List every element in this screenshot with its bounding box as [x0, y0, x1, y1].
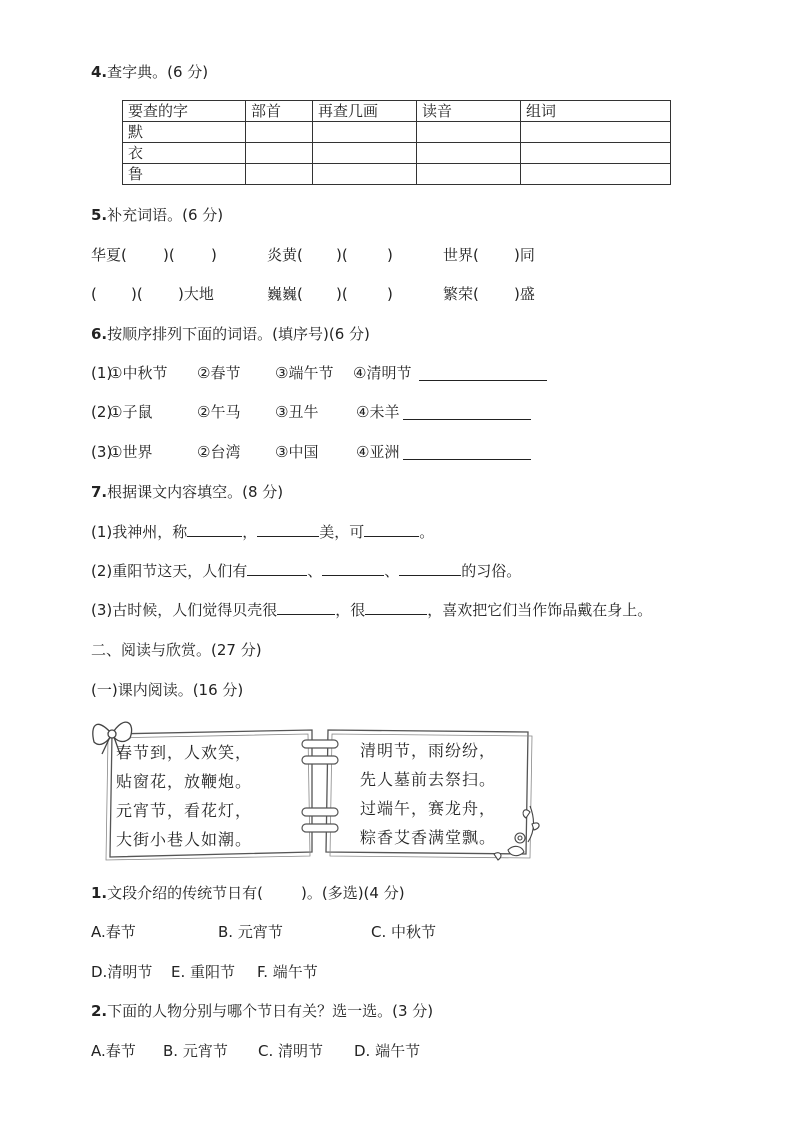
poem-line: 清明节，雨纷纷， — [360, 741, 497, 760]
poem-line: 春节到，人欢笑， — [116, 743, 253, 762]
poem-line: 元宵节，看花灯， — [116, 801, 253, 820]
answer-blank[interactable] — [247, 561, 307, 576]
table-cell-blank[interactable] — [246, 164, 313, 185]
idiom-part: )盛 — [514, 285, 535, 303]
option-d[interactable]: D. 端午节 — [354, 1042, 421, 1060]
word-option: ④清明节 — [353, 364, 412, 382]
sentence-text: 。 — [419, 523, 435, 541]
r2-title: 下面的人物分别与哪个节日有关？选一选。(3 分) — [107, 1002, 434, 1020]
sentence-text: 、 — [307, 562, 323, 580]
table-cell-blank[interactable] — [417, 143, 521, 164]
answer-blank[interactable] — [403, 405, 531, 420]
poem-line: 过端午，赛龙舟， — [360, 799, 497, 818]
option-a[interactable]: A.春节 — [91, 1042, 136, 1060]
sentence-text: ，很 — [335, 601, 366, 619]
table-cell-blank[interactable] — [521, 143, 671, 164]
word-option: ④未羊 — [356, 403, 400, 421]
word-option: ③端午节 — [275, 364, 334, 382]
r1-heading — [91, 883, 405, 903]
sentence-text: ，喜欢把它们当作饰品戴在身上。 — [427, 601, 653, 619]
sentence-text: (3)古时候，人们觉得贝壳很 — [91, 601, 278, 619]
item-prefix: (3) — [91, 443, 113, 461]
idiom-part: 世界( — [443, 246, 479, 264]
q7-title: 根据课文内容填空。(8 分) — [107, 483, 284, 501]
answer-blank[interactable] — [257, 522, 319, 537]
sentence-text: 美，可 — [319, 523, 365, 541]
table-header: 读音 — [417, 101, 521, 122]
table-cell-char: 鲁 — [123, 164, 246, 185]
q7-sentence-1 — [91, 522, 434, 542]
r2-heading — [91, 1001, 433, 1021]
answer-blank[interactable] — [403, 445, 531, 460]
table-header: 再查几画 — [313, 101, 417, 122]
word-option: ④亚洲 — [356, 443, 400, 461]
q7-sentence-2 — [91, 561, 521, 581]
option-d[interactable]: D.清明节 — [91, 963, 153, 981]
word-option: ①世界 — [109, 443, 153, 461]
q6-number: 6. — [91, 325, 108, 343]
q7-heading — [91, 482, 283, 502]
table-row — [123, 122, 671, 143]
idiom-part: ) — [211, 246, 217, 264]
idiom-part: )大地 — [178, 285, 214, 303]
idiom-part: )( — [163, 246, 175, 264]
table-cell-blank[interactable] — [417, 122, 521, 143]
poem-line: 先人墓前去祭扫。 — [360, 770, 497, 789]
idiom-part: ) — [387, 246, 393, 264]
sentence-text: 、 — [384, 562, 400, 580]
answer-blank[interactable] — [364, 522, 419, 537]
idiom-part: )同 — [514, 246, 535, 264]
word-option: ③中国 — [275, 443, 319, 461]
r1-title-b: )。(多选)(4 分) — [301, 884, 405, 902]
table-row — [123, 164, 671, 185]
table-row — [123, 143, 671, 164]
idiom-part: 华夏( — [91, 246, 127, 264]
table-header-row — [123, 101, 671, 122]
q4-heading — [91, 62, 208, 82]
poem-line: 大街小巷人如潮。 — [116, 830, 253, 849]
r1-title-a: 文段介绍的传统节日有( — [107, 884, 263, 902]
word-option: ①中秋节 — [109, 364, 168, 382]
answer-blank[interactable] — [419, 366, 547, 381]
sentence-text: (1)我神州，称 — [91, 523, 188, 541]
table-cell-blank[interactable] — [521, 122, 671, 143]
table-header: 部首 — [246, 101, 313, 122]
option-b[interactable]: B. 元宵节 — [218, 923, 283, 941]
sentence-text: ， — [242, 523, 258, 541]
idiom-part: 炎黄( — [267, 246, 303, 264]
q6-heading — [91, 324, 370, 344]
table-header: 组词 — [521, 101, 671, 122]
poem-left — [116, 738, 252, 854]
q7-sentence-3 — [91, 600, 652, 620]
sentence-text: (2)重阳节这天，人们有 — [91, 562, 248, 580]
section-2-subtitle: (一)课内阅读。(16 分) — [91, 681, 244, 699]
dictionary-table — [122, 100, 671, 185]
word-option: ②春节 — [197, 364, 241, 382]
idiom-part: 巍巍( — [267, 285, 303, 303]
item-prefix: (1) — [91, 364, 113, 382]
table-cell-blank[interactable] — [313, 164, 417, 185]
option-a[interactable]: A.春节 — [91, 923, 136, 941]
q4-title: 查字典。(6 分) — [107, 63, 209, 81]
table-cell-blank[interactable] — [313, 122, 417, 143]
q5-title: 补充词语。(6 分) — [107, 206, 224, 224]
idiom-part: ( — [91, 285, 97, 303]
idiom-part: ) — [387, 285, 393, 303]
q7-number: 7. — [91, 483, 108, 501]
idiom-part: )( — [336, 285, 348, 303]
idiom-part: )( — [336, 246, 348, 264]
table-header: 要查的字 — [123, 101, 246, 122]
poem-right — [360, 736, 496, 852]
table-cell-blank[interactable] — [246, 122, 313, 143]
table-cell-blank[interactable] — [313, 143, 417, 164]
answer-blank[interactable] — [187, 522, 242, 537]
answer-blank[interactable] — [399, 561, 461, 576]
table-cell-blank[interactable] — [246, 143, 313, 164]
word-option: ①子鼠 — [109, 403, 153, 421]
answer-blank[interactable] — [322, 561, 384, 576]
poem-line: 贴窗花，放鞭炮。 — [116, 772, 253, 791]
section-2-title: 二、阅读与欣赏。(27 分) — [91, 641, 262, 659]
answer-blank[interactable] — [277, 600, 335, 615]
option-b[interactable]: B. 元宵节 — [163, 1042, 228, 1060]
table-cell-blank[interactable] — [521, 164, 671, 185]
sentence-text: 的习俗。 — [461, 562, 522, 580]
option-e[interactable]: E. 重阳节 — [171, 963, 236, 981]
option-c[interactable]: C. 中秋节 — [371, 923, 437, 941]
q6-title: 按顺序排列下面的词语。(填序号)(6 分) — [107, 325, 370, 343]
q4-number: 4. — [91, 63, 108, 81]
r1-number: 1. — [91, 884, 108, 902]
word-option: ②台湾 — [197, 443, 241, 461]
table-cell-blank[interactable] — [417, 164, 521, 185]
answer-blank[interactable] — [365, 600, 427, 615]
q5-number: 5. — [91, 206, 108, 224]
table-cell-char: 默 — [123, 122, 246, 143]
item-prefix: (2) — [91, 403, 113, 421]
word-option: ②午马 — [197, 403, 241, 421]
word-option: ③丑牛 — [275, 403, 319, 421]
r2-number: 2. — [91, 1002, 108, 1020]
option-c[interactable]: C. 清明节 — [258, 1042, 324, 1060]
option-f[interactable]: F. 端午节 — [257, 963, 318, 981]
idiom-part: )( — [131, 285, 143, 303]
table-cell-char: 衣 — [123, 143, 246, 164]
poem-line: 粽香艾香满堂飘。 — [360, 828, 497, 847]
q5-heading — [91, 205, 223, 225]
idiom-part: 繁荣( — [443, 285, 479, 303]
